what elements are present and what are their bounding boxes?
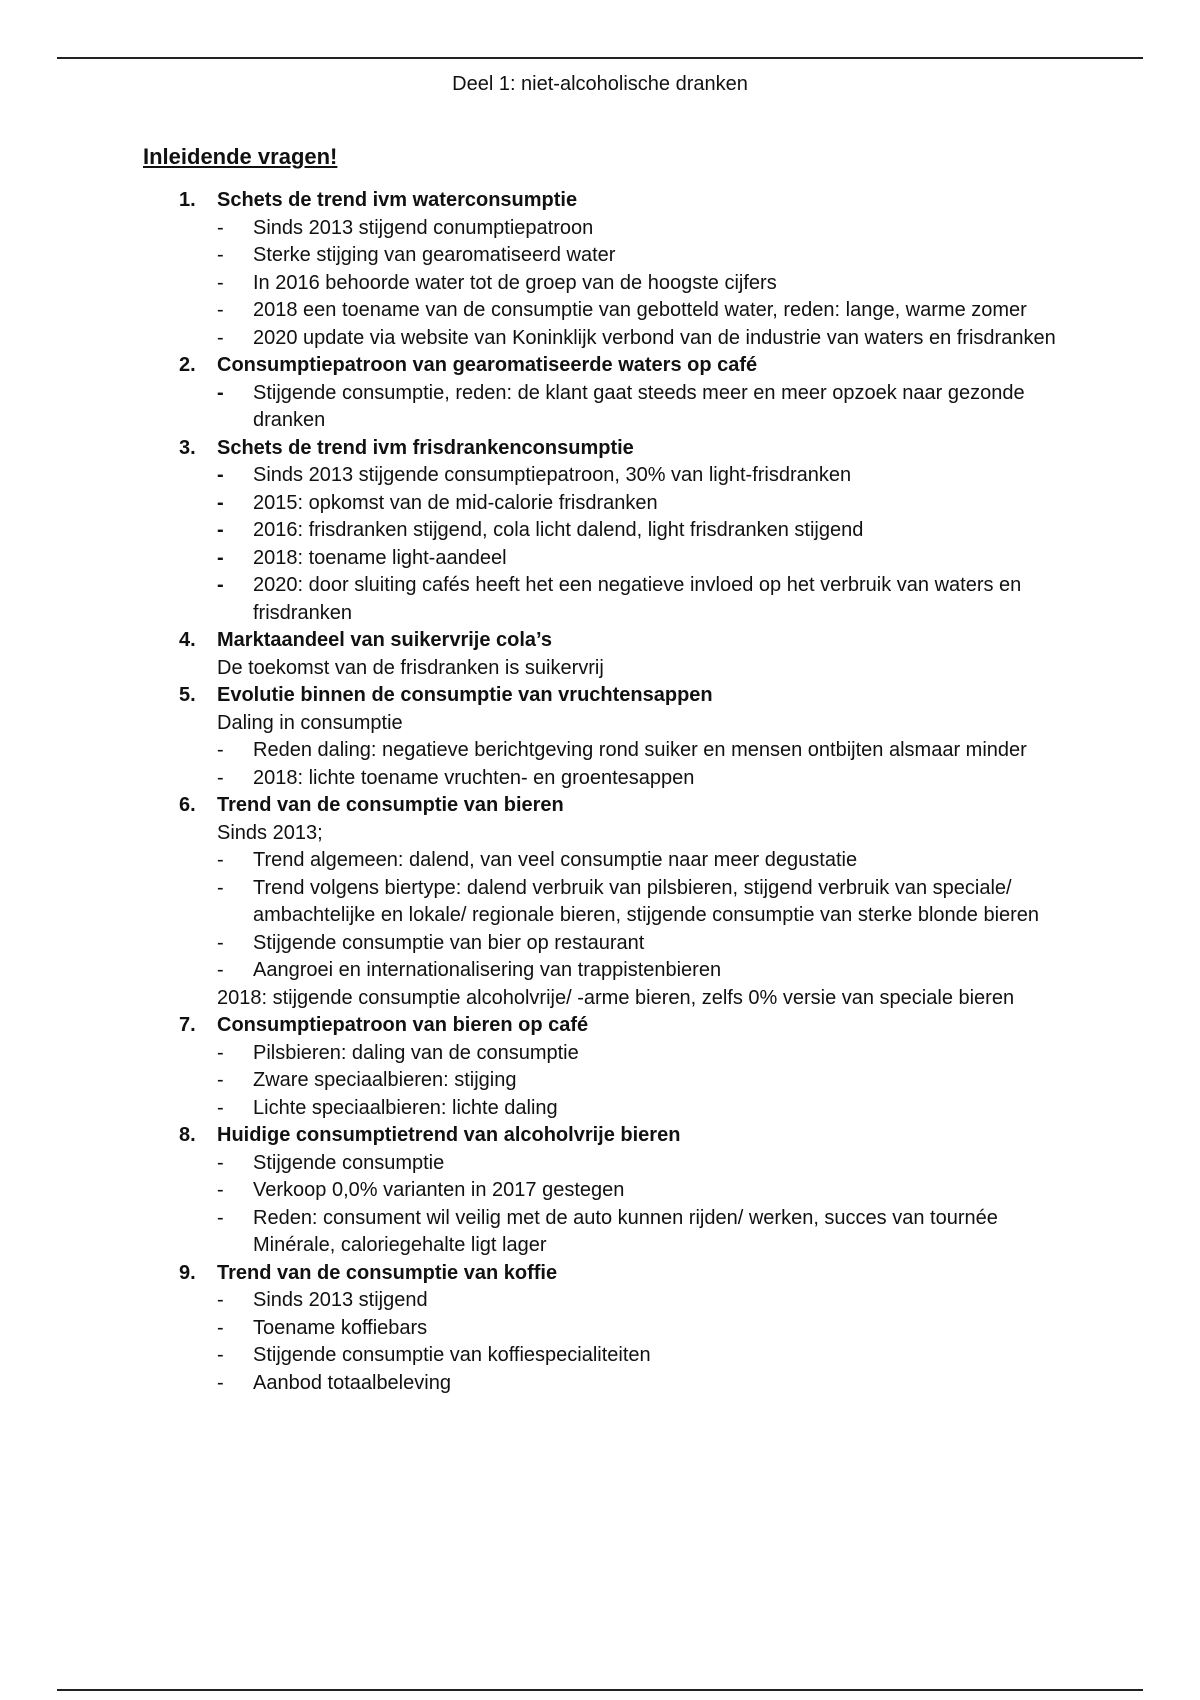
bullet-item [217,242,1063,270]
bullet-text: 2018 een toename van de consumptie van gebotteld water, reden: lange, warme zomer [253,299,1027,321]
dash-marker: - [217,1344,224,1366]
dash-marker: - [217,959,224,981]
bullet-text: Stijgende consumptie [253,1151,445,1174]
question-title: Consumptiepatroon van gearomatiseerde waters op café [217,354,758,376]
question-item [143,1260,1063,1398]
bullet-item [217,1342,1063,1370]
question-title: Huidige consumptietrend van alcoholvrije bieren [217,1124,681,1146]
question-title: Trend van de consumptie van koffie [217,1261,558,1284]
bullet-item [217,215,1063,243]
dash-marker: - [217,849,224,871]
dash-marker: - [217,491,224,514]
bullet-text: Sterke stijging van gearomatiseerd water [253,244,616,266]
bullet-text: Stijgende consumptie van bier op restaurant [253,931,645,954]
dash-marker: - [217,464,224,486]
question-number: 6. [179,794,196,816]
bullet-item [217,462,1063,490]
answer-text: De toekomst van de frisdranken is suikervrij [217,656,604,679]
dash-marker: - [217,1289,224,1311]
bullet-text: Zware speciaalbieren: stijging [253,1069,517,1091]
question-number: 3. [179,436,196,459]
dash-marker: - [217,216,224,239]
question-number: 7. [179,1014,196,1036]
bullet-text: Aanbod totaalbeleving [253,1371,451,1394]
question-item [143,792,1063,1012]
question-number: 5. [179,684,196,706]
dash-marker: - [217,876,224,899]
dash-marker: - [217,739,224,761]
bullet-text: Reden daling: negatieve berichtgeving rond suiker en mensen ontbijten alsmaar minder [253,739,1027,761]
page-header: Deel 1: niet-alcoholische dranken [452,73,748,95]
bullet-item [217,875,1063,930]
bullet-text: Stijgende consumptie van koffiespecialiteiten [253,1344,651,1366]
bullet-text: Verkoop 0,0% varianten in 2017 gestegen [253,1179,625,1201]
bullet-text: Sinds 2013 stijgende consumptiepatroon, 30% van light-frisdranken [253,464,852,486]
question-number: 1. [179,189,196,211]
bullet-item [217,490,1063,518]
question-number: 4. [179,629,196,651]
bullet-item [217,1095,1063,1123]
bullet-text: 2020 update via website van Koninklijk verbond van de industrie van waters en frisdranken [253,326,1056,349]
dash-marker: - [217,1069,224,1091]
dash-marker: - [217,574,224,596]
dash-marker: - [217,1151,224,1174]
question-number: 9. [179,1261,196,1284]
bullet-text: Pilsbieren: daling van de consumptie [253,1041,579,1064]
question-number: 8. [179,1124,196,1146]
bullet-text: 2015: opkomst van de mid-calorie frisdranken [253,491,658,514]
question-item [143,435,1063,628]
question-number: 2. [179,354,196,376]
bullet-item [217,765,1063,793]
bullet-text: Reden: consument wil veilig met de auto kunnen rijden/ werken, succes van tournée Minérale, caloriegehalte ligt lager [253,1206,998,1256]
bullet-text: 2018: lichte toename vruchten- en groentesappen [253,766,695,789]
dash-marker: - [217,299,224,321]
dash-marker: - [217,244,224,266]
bullet-text: 2020: door sluiting cafés heeft het een negatieve invloed op het verbruik van waters en frisdranken [253,574,1022,624]
question-title: Trend van de consumptie van bieren [217,794,564,816]
dash-marker: - [217,381,224,404]
bullet-item [217,957,1063,985]
bullet-item [217,545,1063,573]
question-item [143,187,1063,352]
bullet-text: Toename koffiebars [253,1316,428,1339]
bullet-text: Stijgende consumptie, reden: de klant gaat steeds meer en meer opzoek naar gezonde dranken [253,381,1025,431]
bullet-text: Trend volgens biertype: dalend verbruik van pilsbieren, stijgend verbruik van speciale/ ambachtelijke en lokale/ regionale bieren, stijgende consumptie van sterke blonde bieren [253,876,1040,926]
dash-marker: - [217,546,224,569]
bullet-text: Sinds 2013 stijgend [253,1289,428,1311]
bullet-text: In 2016 behoorde water tot de groep van de hoogste cijfers [253,271,777,294]
bullet-item [217,1370,1063,1398]
bullet-item [217,1177,1063,1205]
bullet-text: Lichte speciaalbieren: lichte daling [253,1096,558,1119]
dash-marker: - [217,1206,224,1229]
dash-marker: - [217,326,224,349]
answer-text: Sinds 2013; [217,821,323,844]
bullet-text: Sinds 2013 stijgend conumptiepatroon [253,216,594,239]
section-heading: Inleidende vragen! [143,144,338,169]
dash-marker: - [217,931,224,954]
question-title: Consumptiepatroon van bieren op café [217,1014,589,1036]
bullet-item [217,1287,1063,1315]
bullet-item [217,1150,1063,1178]
question-item [143,352,1063,435]
bullet-item [217,270,1063,298]
bullet-text: 2018: toename light-aandeel [253,546,507,569]
bullet-item [217,380,1063,435]
bottom-divider [57,1689,1143,1691]
question-title: Evolutie binnen de consumptie van vruchtensappen [217,684,713,706]
dash-marker: - [217,1179,224,1201]
top-divider [57,57,1143,59]
question-item [143,627,1063,682]
dash-marker: - [217,1041,224,1064]
bullet-item [217,1040,1063,1068]
question-item [143,1012,1063,1122]
question-title: Schets de trend ivm waterconsumptie [217,189,578,211]
bullet-item [217,847,1063,875]
bullet-text: Aangroei en internationalisering van trappistenbieren [253,959,722,981]
question-title: Marktaandeel van suikervrije cola’s [217,629,552,651]
bullet-item [217,737,1063,765]
bullet-text: 2016: frisdranken stijgend, cola licht dalend, light frisdranken stijgend [253,519,864,541]
bullet-item [217,930,1063,958]
dash-marker: - [217,271,224,294]
dash-marker: - [217,519,224,541]
answer-text: 2018: stijgende consumptie alcoholvrije/ -arme bieren, zelfs 0% versie van speciale bieren [217,986,1015,1009]
dash-marker: - [217,1316,224,1339]
dash-marker: - [217,766,224,789]
bullet-item [217,1067,1063,1095]
bullet-item [217,1205,1063,1260]
bullet-item [217,1315,1063,1343]
dash-marker: - [217,1371,224,1394]
dash-marker: - [217,1096,224,1119]
bullet-text: Trend algemeen: dalend, van veel consumptie naar meer degustatie [253,849,858,871]
question-title: Schets de trend ivm frisdrankenconsumptie [217,436,634,459]
question-item [143,682,1063,792]
document-body [143,143,1063,1397]
bullet-item [217,517,1063,545]
bullet-item [217,572,1063,627]
answer-text: Daling in consumptie [217,711,403,734]
question-item [143,1122,1063,1260]
bullet-item [217,297,1063,325]
bullet-item [217,325,1063,353]
